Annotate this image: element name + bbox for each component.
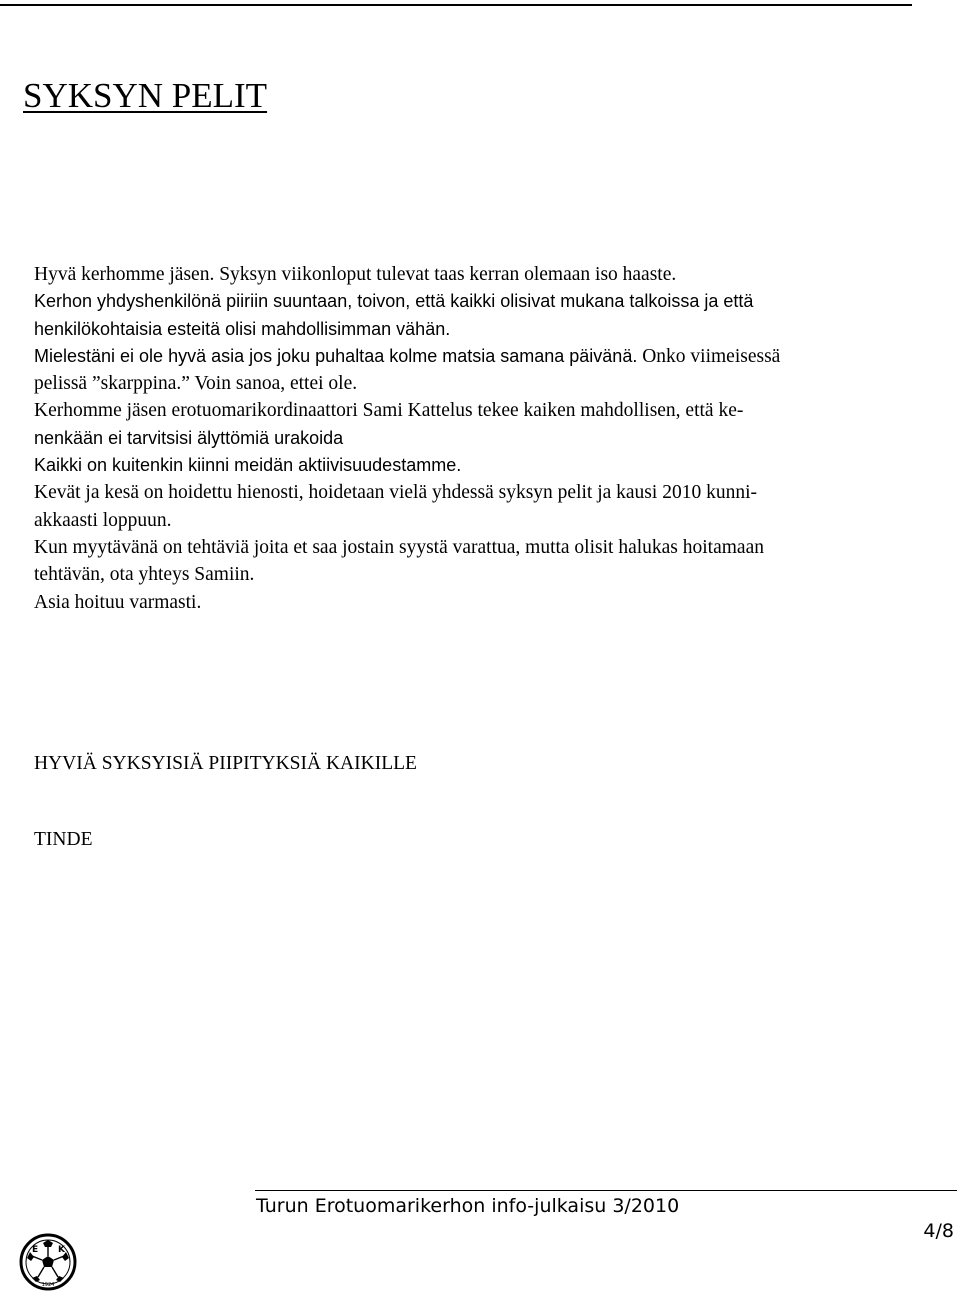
body-line-10: akkaasti loppuun.: [34, 509, 172, 531]
signature: TINDE: [34, 829, 93, 850]
club-emblem-icon: [18, 1232, 78, 1292]
body-line-3: henkilökohtaisia esteitä olisi mahdollisimman vähän.: [34, 318, 451, 339]
header-rule: [0, 4, 912, 6]
body-line-11: Kun myytävänä on tehtäviä joita et saa jostain syystä varattua, mutta olisit halukas hoitamaan: [34, 536, 764, 558]
logo-letter-e: E: [32, 1245, 39, 1255]
body-line-13: Asia hoituu varmasti.: [34, 591, 202, 613]
body-line-7: nenkään ei tarvitsisi älyttömiä urakoida: [34, 427, 344, 448]
body-line-8: Kaikki on kuitenkin kiinni meidän aktiivisuudestamme.: [34, 455, 462, 476]
body-line-2: Kerhon yhdyshenkilönä piiriin suuntaan, toivon, että kaikki olisivat mukana talkoissa ja että: [34, 291, 754, 312]
body-line-4: Mielestäni ei ole hyvä asia jos joku puhaltaa kolme matsia samana päivänä. Onko viimeisessä: [34, 345, 781, 367]
logo-letter-k: K: [58, 1245, 65, 1255]
body-line-6: Kerhomme jäsen erotuomarikordinaattori Sami Kattelus tekee kaiken mahdollisen, että ke-: [34, 400, 744, 422]
footer-publication: Turun Erotuomarikerhon info-julkaisu 3/2010: [256, 1195, 680, 1217]
article-body: [34, 261, 934, 616]
footer-rule: [255, 1190, 957, 1191]
closing-greeting: HYVIÄ SYKSYISIÄ PIIPITYKSIÄ KAIKILLE: [34, 753, 417, 774]
body-line-5: pelissä ”skarppina.” Voin sanoa, ettei ole.: [34, 373, 358, 395]
body-line-9: Kevät ja kesä on hoidettu hienosti, hoidetaan vielä yhdessä syksyn pelit ja kausi 2010 kunni-: [34, 482, 757, 504]
logo-year: 1924: [41, 1282, 55, 1288]
body-line-1: Hyvä kerhomme jäsen. Syksyn viikonloput tulevat taas kerran olemaan iso haaste.: [34, 264, 677, 285]
page-title: SYKSYN PELIT: [23, 76, 268, 115]
body-line-12: tehtävän, ota yhteys Samiin.: [34, 564, 255, 586]
page-number: 4/8: [923, 1220, 954, 1242]
